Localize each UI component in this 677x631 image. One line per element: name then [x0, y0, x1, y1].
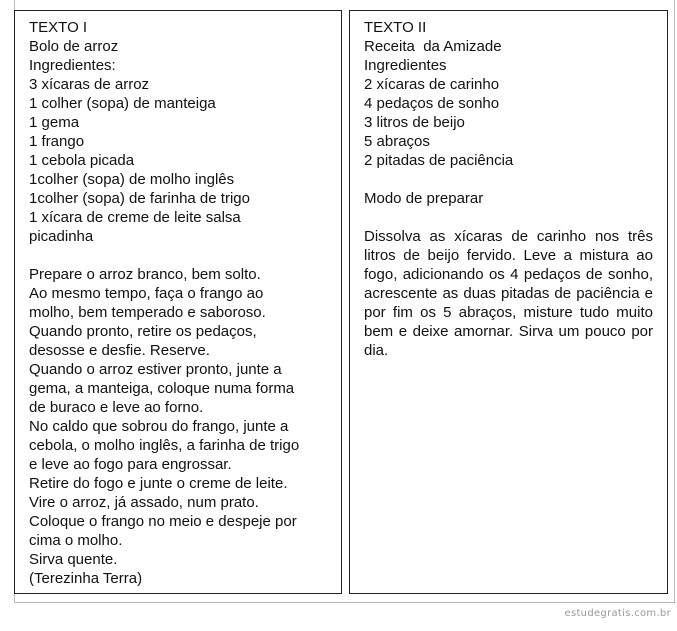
ingredient-item: 1 gema [29, 114, 80, 131]
method-line: Sirva quente. [29, 551, 118, 568]
ingredient-item: picadinha [29, 228, 94, 245]
method-line: cebola, o molho inglês, a farinha de trigo [29, 437, 300, 454]
texto-ii-box [349, 10, 668, 594]
ingredient-item: 1 colher (sopa) de manteiga [29, 95, 216, 112]
texto-ii-method-label: Modo de preparar [364, 190, 484, 207]
ingredient-item: 1colher (sopa) de farinha de trigo [29, 190, 250, 207]
method-line: Vire o arroz, já assado, num prato. [29, 494, 259, 511]
method-line: gema, a manteiga, coloque numa forma [29, 380, 295, 397]
ingredient-item: 5 abraços [364, 133, 430, 150]
texto-i-title: Bolo de arroz [29, 38, 119, 55]
method-line: Coloque o frango no meio e despeje por [29, 513, 297, 530]
ingredient-item: 2 pitadas de paciência [364, 152, 514, 169]
ingredient-item: 4 pedaços de sonho [364, 95, 500, 112]
ingredient-item: 3 litros de beijo [364, 114, 465, 131]
method-line: Ao mesmo tempo, faça o frango ao [29, 285, 264, 302]
texto-i-heading: TEXTO I [29, 19, 88, 36]
method-line: desosse e desfie. Reserve. [29, 342, 210, 359]
method-line: Quando o arroz estiver pronto, junte a [29, 361, 282, 378]
method-line: Retire do fogo e junte o creme de leite. [29, 475, 288, 492]
ingredient-item: 1 xícara de creme de leite salsa [29, 209, 241, 226]
spacer [364, 208, 653, 227]
method-line: Quando pronto, retire os pedaços, [29, 323, 257, 340]
texto-ii-ingredients-label: Ingredientes [364, 57, 447, 74]
method-line: de buraco e leve ao forno. [29, 399, 204, 416]
spacer [29, 246, 327, 265]
author-credit: (Terezinha Terra) [29, 570, 143, 587]
texto-i-box [14, 10, 342, 594]
spacer [364, 170, 653, 189]
ingredient-item: 3 xícaras de arroz [29, 76, 150, 93]
method-line: No caldo que sobrou do frango, junte a [29, 418, 289, 435]
texto-ii-method-paragraph: Dissolva as xícaras de carinho nos três litros de beijo fervido. Leve a mistura ao fogo, adicionando os 4 pedaços de sonho, acrescente as duas pitadas de paciência e por fim os 5 abraços, misture tudo muito bem e deixe amornar. Sirva um pouco por dia. [364, 228, 653, 359]
texto-ii-heading: TEXTO II [364, 19, 427, 36]
ingredient-item: 1 frango [29, 133, 85, 150]
ingredient-item: 1colher (sopa) de molho inglês [29, 171, 235, 188]
ingredient-item: 2 xícaras de carinho [364, 76, 500, 93]
method-line: Prepare o arroz branco, bem solto. [29, 266, 261, 283]
method-line: cima o molho. [29, 532, 123, 549]
texto-ii-title: Receita da Amizade [364, 38, 502, 55]
method-line: molho, bem temperado e saboroso. [29, 304, 266, 321]
site-watermark: estudegratis.com.br [564, 608, 671, 619]
ingredient-item: 1 cebola picada [29, 152, 135, 169]
texto-i-ingredients-label: Ingredientes: [29, 57, 116, 74]
method-line: e leve ao fogo para engrossar. [29, 456, 232, 473]
